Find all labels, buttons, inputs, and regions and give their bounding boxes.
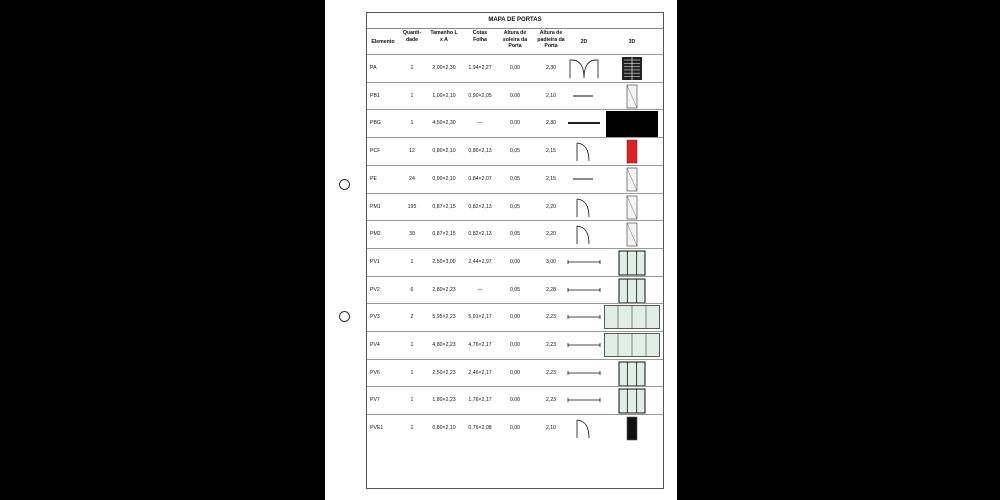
cell-elemento: PM1 — [370, 203, 381, 210]
wide-glass-door-3d-icon — [604, 333, 660, 357]
glass-door-3d-icon — [618, 250, 646, 276]
cell-soleira: 0,00 — [509, 92, 521, 99]
cell-soleira: 0,00 — [509, 314, 521, 321]
cell-cotas: 2,44×2,97 — [468, 258, 492, 265]
door-3d-icon — [621, 195, 643, 220]
binder-hole-top — [339, 179, 350, 190]
cell-elemento: PVE1 — [370, 425, 384, 432]
cell-tamanho: 0,87×2,15 — [432, 203, 456, 210]
door-3d-icon — [621, 84, 643, 109]
sliding-glass-plan-icon — [567, 279, 601, 301]
dark-door-3d-icon — [621, 416, 643, 441]
cell-soleira: 0,00 — [509, 258, 521, 265]
cell-padieira: 2,23 — [545, 342, 557, 348]
table-row — [367, 359, 663, 386]
cell-quantidade: 12 — [409, 148, 415, 155]
cell-tamanho: 2,80×2,23 — [432, 286, 456, 293]
sliding-glass-plan-icon — [567, 251, 601, 273]
cell-cotas: — — [477, 286, 483, 293]
cell-padieira: 2,30 — [545, 120, 557, 127]
header-tamanho: Tamanho L x A — [430, 30, 458, 43]
glass-door-3d-icon — [618, 388, 646, 414]
cell-tamanho: 2,50×3,00 — [432, 258, 456, 265]
cell-quantidade: 1 — [410, 65, 414, 71]
cell-tamanho: 0,80×2,10 — [432, 148, 456, 155]
cell-soleira: 0,00 — [509, 342, 521, 348]
cell-cotas: 0,76×2,08 — [468, 425, 492, 432]
cell-quantidade: 195 — [407, 203, 417, 210]
cell-tamanho: 2,00×2,30 — [432, 65, 456, 71]
cell-tamanho: 0,87×2,15 — [432, 231, 456, 238]
door-schedule-table — [366, 12, 664, 489]
document-page — [325, 0, 677, 500]
double-door-3d-icon — [621, 56, 643, 81]
cell-soleira: 0,00 — [509, 120, 521, 127]
cell-cotas: 1,94×2,27 — [468, 65, 492, 71]
cell-padieira: 3,00 — [545, 258, 557, 265]
cell-padieira: 2,15 — [545, 175, 557, 182]
cell-soleira: 0,05 — [509, 286, 521, 293]
cell-cotas: 0,90×2,05 — [468, 92, 492, 99]
header-elemento: Elemento — [371, 39, 395, 45]
cell-padieira: 2,10 — [545, 92, 557, 99]
table-row — [367, 137, 663, 164]
table-row — [367, 54, 663, 81]
cell-tamanho: 4,80×2,23 — [432, 342, 456, 348]
cell-tamanho: 1,00×2,10 — [432, 92, 456, 99]
cell-padieira: 2,20 — [545, 203, 557, 210]
swing-door-plan-icon — [567, 417, 601, 439]
garage-door-3d-icon — [606, 111, 658, 137]
cell-padieira: 2,28 — [545, 286, 557, 293]
cell-quantidade: 1 — [410, 369, 414, 376]
cell-cotas: — — [477, 120, 483, 127]
cell-quantidade: 1 — [410, 120, 414, 127]
title-divider — [367, 28, 663, 29]
cell-padieira: 2,20 — [545, 231, 557, 238]
table-row — [367, 303, 663, 330]
cell-elemento: PV2 — [370, 286, 380, 293]
door-3d-icon — [621, 222, 643, 247]
sliding-glass-plan-icon — [567, 306, 601, 328]
cell-padieira: 2,10 — [545, 425, 557, 432]
cell-soleira: 0,05 — [509, 175, 521, 182]
cell-cotas: 2,46×2,17 — [468, 369, 492, 376]
cell-cotas: 5,91×2,17 — [468, 314, 492, 321]
cell-soleira: 0,05 — [509, 203, 521, 210]
cell-elemento: PV4 — [370, 342, 380, 348]
cell-quantidade: 24 — [409, 175, 415, 182]
swing-door-plan-icon — [567, 140, 601, 162]
sliding-glass-plan-icon — [567, 389, 601, 411]
wide-glass-door-3d-icon — [604, 305, 660, 329]
double-swing-door-plan-icon — [567, 57, 601, 79]
cell-padieira: 2,23 — [545, 369, 557, 376]
cell-cotas: 0,82×2,13 — [468, 203, 492, 210]
cell-quantidade: 1 — [410, 397, 414, 404]
table-row — [367, 109, 663, 136]
table-row — [367, 220, 663, 247]
table-row — [367, 248, 663, 275]
header-3d: 3D — [628, 39, 636, 45]
cell-padieira: 2,23 — [545, 397, 557, 404]
cell-tamanho: 0,90×2,10 — [432, 175, 456, 182]
door-3d-icon — [621, 167, 643, 192]
cell-soleira: 0,00 — [509, 369, 521, 376]
table-row — [367, 414, 663, 441]
table-title: MAPA DE PORTAS — [488, 17, 542, 23]
table-row — [367, 276, 663, 303]
cell-elemento: PCF — [370, 148, 381, 155]
swing-door-plan-icon — [567, 196, 601, 218]
cell-elemento: PV1 — [370, 258, 380, 265]
binder-hole-bottom — [339, 311, 350, 322]
cell-quantidade: 1 — [410, 425, 414, 432]
cell-cotas: 1,76×2,17 — [468, 397, 492, 404]
sliding-glass-plan-icon — [567, 362, 601, 384]
sliding-glass-plan-icon — [567, 334, 601, 356]
header-soleira: Altura de soleira da Porta — [502, 30, 528, 49]
cell-soleira: 0,05 — [509, 231, 521, 238]
cell-quantidade: 1 — [410, 92, 414, 99]
cell-cotas: 0,84×2,07 — [468, 175, 492, 182]
cell-quantidade: 30 — [409, 231, 415, 238]
cell-quantidade: 1 — [410, 342, 414, 348]
sliding-door-plan-icon — [567, 168, 601, 190]
table-row — [367, 165, 663, 192]
cell-quantidade: 1 — [410, 258, 414, 265]
cell-tamanho: 1,80×2,23 — [432, 397, 456, 404]
cell-tamanho: 5,95×2,23 — [432, 314, 456, 321]
cell-elemento: PB1 — [370, 92, 380, 99]
header-quantidade: Quanti- dade — [402, 30, 422, 43]
cell-soleira: 0,05 — [509, 148, 521, 155]
cell-cotas: 0,82×2,13 — [468, 231, 492, 238]
cell-tamanho: 2,50×2,23 — [432, 369, 456, 376]
cell-tamanho: 0,80×2,10 — [432, 425, 456, 432]
cell-elemento: PE — [370, 175, 377, 182]
swing-door-plan-icon — [567, 223, 601, 245]
cell-elemento: PV6 — [370, 369, 380, 376]
glass-door-3d-icon — [618, 278, 646, 304]
sliding-door-plan-icon — [567, 85, 601, 107]
table-row — [367, 331, 663, 358]
cell-soleira: 0,00 — [509, 397, 521, 404]
cell-quantidade: 6 — [410, 286, 414, 293]
cell-tamanho: 4,50×2,30 — [432, 120, 456, 127]
header-2d: 2D — [580, 39, 588, 45]
cell-quantidade: 2 — [410, 314, 414, 321]
table-row — [367, 193, 663, 220]
cell-elemento: PM2 — [370, 231, 381, 238]
cell-elemento: PV3 — [370, 314, 380, 321]
cell-cotas: 4,76×2,17 — [468, 342, 492, 348]
garage-door-plan-icon — [567, 112, 601, 134]
cell-elemento: PV7 — [370, 397, 380, 404]
cell-elemento: PA — [370, 65, 377, 71]
cell-padieira: 2,15 — [545, 148, 557, 155]
table-row — [367, 82, 663, 109]
cell-elemento: PBG — [370, 120, 381, 127]
table-row — [367, 386, 663, 413]
header-padieira: Altura de padieira da Porta — [537, 30, 565, 49]
cell-cotas: 0,86×2,13 — [468, 148, 492, 155]
glass-door-3d-icon — [618, 361, 646, 387]
cell-padieira: 2,23 — [545, 314, 557, 321]
header-cotas: Cotas Folha — [472, 30, 488, 43]
cell-soleira: 0,00 — [509, 425, 521, 432]
cell-soleira: 0,00 — [509, 65, 521, 71]
cell-padieira: 2,30 — [545, 65, 557, 71]
fire-door-3d-icon — [621, 139, 643, 164]
